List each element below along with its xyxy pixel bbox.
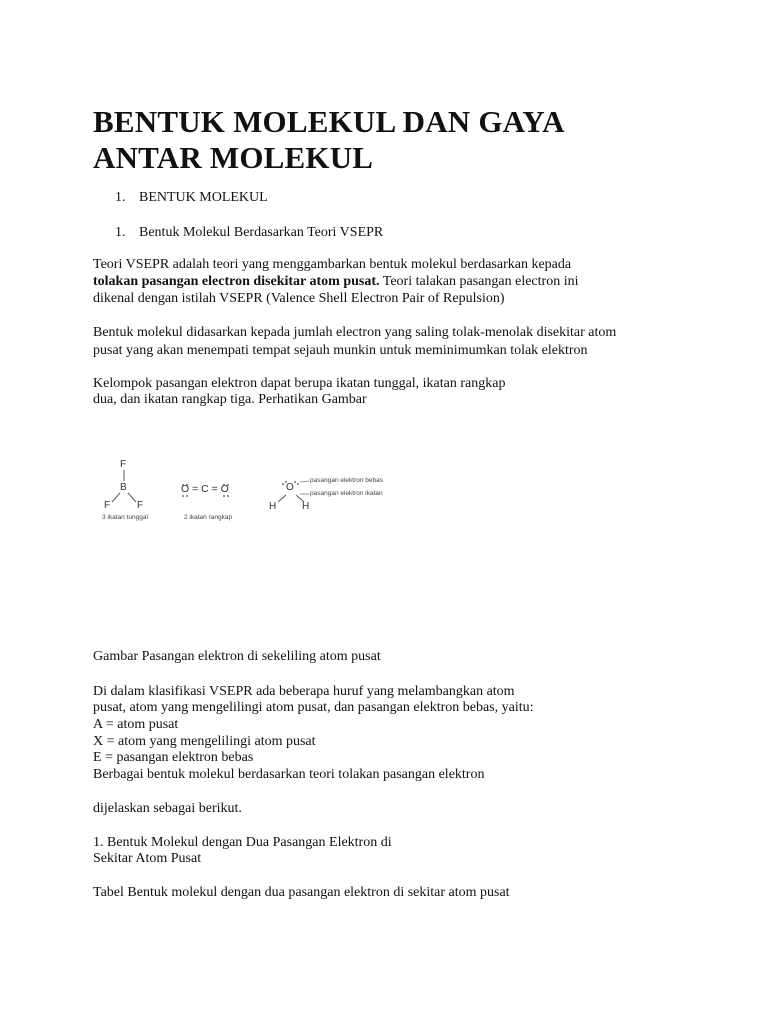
paragraph-line: pusat yang akan menempati tempat sejauh munkin untuk meminimumkan tolak elektron: [93, 343, 588, 358]
paragraph-line: dua, dan ikatan rangkap tiga. Perhatikan Gambar: [93, 392, 367, 407]
list-item-bentuk-molekul: [115, 189, 268, 206]
electron-pair-figure: [95, 455, 395, 530]
paragraph-line: Bentuk molekul didasarkan kepada jumlah electron yang saling tolak-menolak disekitar atom: [93, 325, 617, 340]
table-caption: Tabel Bentuk molekul dengan dua pasangan elektron di sekitar atom pusat: [93, 885, 510, 900]
paragraph-line: pusat, atom yang mengelilingi atom pusat, dan pasangan elektron bebas, yaitu:: [93, 700, 534, 715]
bond-line: [112, 493, 120, 502]
co2-caption: 2 ikatan rangkap: [184, 514, 233, 521]
label-bond-pair: pasangan elektron ikatan: [310, 490, 383, 497]
paragraph-line: dijelaskan sebagai berikut.: [93, 801, 242, 816]
atom-b: B: [120, 482, 127, 493]
bold-phrase: tolakan pasangan electron disekitar atom pusat.: [93, 274, 380, 289]
label-lone-pair: pasangan elektron bebas: [310, 477, 384, 484]
paragraph-line: Di dalam klasifikasi VSEPR ada beberapa huruf yang melambangkan atom: [93, 684, 515, 699]
paragraph-line: X = atom yang mengelilingi atom pusat: [93, 734, 316, 749]
paragraph-line: Kelompok pasangan elektron dapat berupa ikatan tunggal, ikatan rangkap: [93, 376, 506, 391]
bf3-caption: 3 ikatan tunggal: [102, 514, 148, 521]
paragraph-line: dikenal dengan istilah VSEPR (Valence Shell Electron Pair of Repulsion): [93, 291, 505, 306]
atom-h-right: H: [302, 501, 310, 512]
atom-h-left: H: [269, 501, 277, 512]
list-number: 1.: [115, 225, 126, 240]
list-text: Bentuk Molekul Berdasarkan Teori VSEPR: [139, 225, 384, 240]
atom-f-right: F: [137, 500, 144, 511]
list-text: BENTUK MOLEKUL: [139, 190, 268, 205]
section-heading: 1. Bentuk Molekul dengan Dua Pasangan Elektron di: [93, 835, 392, 850]
co2-formula: O = C = O: [181, 483, 229, 495]
section-heading: Sekitar Atom Pusat: [93, 851, 202, 866]
paragraph-line: A = atom pusat: [93, 717, 179, 732]
paragraph-line: Teori VSEPR adalah teori yang menggambarkan bentuk molekul berdasarkan kepada: [93, 257, 572, 272]
figure-caption: Gambar Pasangan elektron di sekeliling atom pusat: [93, 649, 381, 664]
bond-line: [278, 495, 286, 502]
paragraph-line: [93, 273, 578, 290]
atom-f-top: F: [120, 459, 127, 470]
paragraph-text: Teori talakan pasangan electron ini: [379, 274, 579, 289]
pointer-line: [300, 481, 309, 482]
list-item-vsepr: [115, 224, 383, 241]
atom-f-left: F: [104, 500, 111, 511]
paragraph-line: Berbagai bentuk molekul berdasarkan teori tolakan pasangan elektron: [93, 767, 485, 782]
atom-o: O: [286, 482, 294, 493]
document-title: BENTUK MOLEKUL DAN GAYA ANTAR MOLEKUL: [93, 104, 563, 175]
bond-line: [128, 493, 136, 502]
paragraph-line: E = pasangan elektron bebas: [93, 750, 254, 765]
list-number: 1.: [115, 190, 126, 205]
